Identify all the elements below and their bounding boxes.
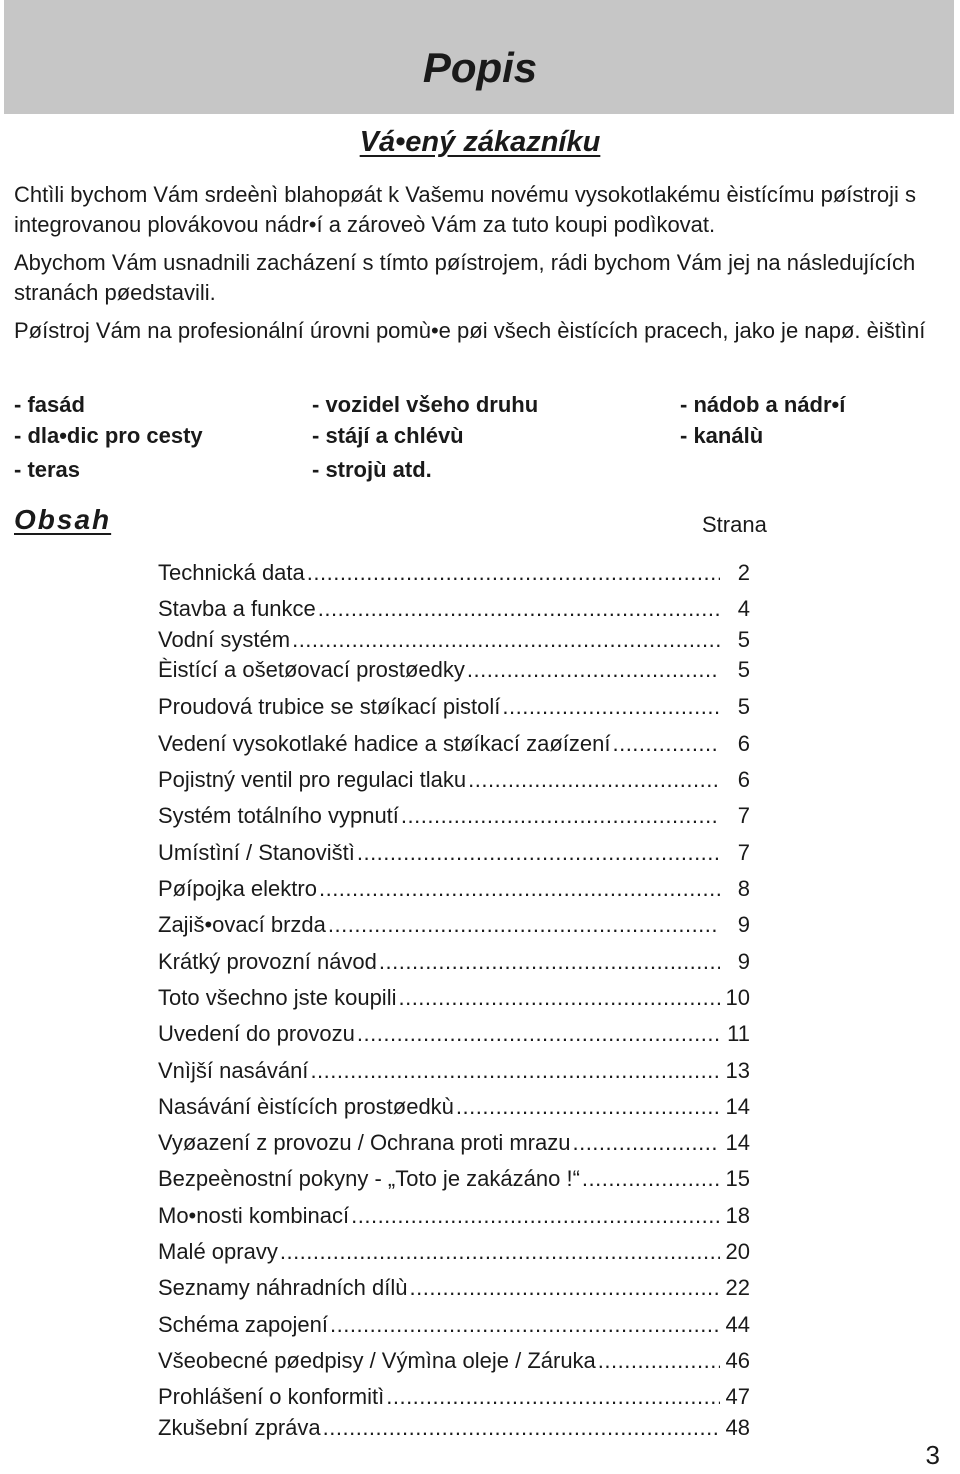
toc-entry: [158, 838, 750, 868]
toc-leader-dots: [357, 838, 720, 868]
toc-entry: [158, 1237, 750, 1267]
toc-entry: [158, 983, 750, 1013]
toc-entry-page: 15: [725, 1166, 750, 1191]
toc-entry: [158, 1382, 750, 1412]
toc-entry: [158, 1128, 750, 1158]
toc-leader-dots: [292, 625, 720, 655]
toc-leader-dots: [307, 558, 720, 588]
toc-entry: [158, 655, 750, 685]
toc-leader-dots: [456, 1092, 720, 1122]
toc-entry-page: 46: [725, 1348, 750, 1373]
toc-entry: [158, 947, 750, 977]
toc-leader-dots: [401, 801, 720, 831]
toc-entry-page: 5: [737, 627, 750, 652]
toc-entry-title: Èistící a ošetøovací prostøedky: [158, 657, 465, 682]
toc-entry-title: Technická data: [158, 560, 305, 585]
toc-entry-title: Vnìjší nasávání: [158, 1058, 309, 1083]
toc-leader-dots: [318, 594, 720, 624]
toc-leader-dots: [379, 947, 720, 977]
contents-heading: Obsah: [14, 504, 112, 535]
toc-entry: [158, 692, 750, 722]
toc-entry: [158, 801, 750, 831]
toc-entry: [158, 1019, 750, 1049]
toc-entry: [158, 558, 750, 588]
toc-entry: [158, 910, 750, 940]
toc-leader-dots: [328, 910, 720, 940]
toc-entry-title: Malé opravy: [158, 1239, 278, 1264]
toc-leader-dots: [502, 692, 720, 722]
use-item: - fasád: [14, 392, 85, 417]
toc-entry-title: Pojistný ventil pro regulaci tlaku: [158, 767, 467, 792]
toc-entry-title: Proudová trubice se støíkací pistolí: [158, 694, 501, 719]
toc-entry-page: 9: [737, 949, 750, 974]
use-item: - vozidel všeho druhu: [312, 392, 539, 417]
toc-entry-page: 20: [725, 1239, 750, 1264]
toc-entry-page: 5: [737, 694, 750, 719]
toc-entry-page: 9: [737, 912, 750, 937]
intro-text: Pøístroj Vám na profesionální úrovni pomù•e pøi všech èistících pracech, jako je napø. èištìní: [14, 318, 926, 343]
toc-entry-title: Toto všechno jste koupili: [158, 985, 397, 1010]
toc-entry-title: Vodní systém: [158, 627, 291, 652]
toc-entry-title: Pøípojka elektro: [158, 876, 317, 901]
toc-leader-dots: [310, 1056, 720, 1086]
toc-entry-title: Krátký provozní návod: [158, 949, 377, 974]
toc-entry: [158, 1413, 750, 1443]
toc-entry: [158, 625, 750, 655]
toc-entry-title: Uvedení do provozu: [158, 1021, 355, 1046]
toc-entry-title: Seznamy náhradních dílù: [158, 1275, 408, 1300]
toc-entry: [158, 1273, 750, 1303]
toc-entry: [158, 729, 750, 759]
toc-entry: [158, 1201, 750, 1231]
toc-leader-dots: [398, 983, 720, 1013]
toc-entry-title: Systém totálního vypnutí: [158, 803, 399, 828]
toc-entry-title: Vedení vysokotlaké hadice a støíkací zaøízení: [158, 731, 611, 756]
toc-entry-page: 14: [725, 1094, 750, 1119]
toc-entry-page: 2: [737, 560, 750, 585]
toc-entry-page: 8: [737, 876, 750, 901]
toc-entry-title: Bezpeènostní pokyny - „Toto je zakázáno !“: [158, 1166, 580, 1191]
toc-entry-page: 5: [737, 657, 750, 682]
intro-paragraph-3: [14, 316, 950, 346]
page-title: Popis: [422, 44, 538, 91]
toc-leader-dots: [280, 1237, 720, 1267]
toc-entry: [158, 765, 750, 795]
toc-entry-title: Mo•nosti kombinací: [158, 1203, 350, 1228]
toc-leader-dots: [612, 729, 720, 759]
use-item: - teras: [14, 457, 81, 482]
toc-entry: [158, 1310, 750, 1340]
toc-entry-page: 44: [725, 1312, 750, 1337]
toc-entry-title: Nasávání èistících prostøedkù: [158, 1094, 454, 1119]
toc-entry-title: Stavba a funkce: [158, 596, 316, 621]
toc-leader-dots: [598, 1346, 720, 1376]
toc-leader-dots: [572, 1128, 720, 1158]
page-column-label: Strana: [702, 512, 767, 537]
use-item: - stájí a chlévù: [312, 423, 464, 448]
toc-entry-page: 6: [737, 767, 750, 792]
use-item: - kanálù: [680, 423, 764, 448]
toc-entry: [158, 1346, 750, 1376]
intro-paragraph-2: [14, 248, 950, 308]
toc-entry-title: Schéma zapojení: [158, 1312, 328, 1337]
toc-entry-title: Vyøazení z provozu / Ochrana proti mrazu: [158, 1130, 571, 1155]
use-item: - dla•dic pro cesty: [14, 423, 203, 448]
toc-entry-page: 47: [725, 1384, 750, 1409]
toc-leader-dots: [319, 874, 720, 904]
toc-entry-page: 7: [737, 803, 750, 828]
toc-entry-page: 18: [725, 1203, 750, 1228]
toc-entry-page: 6: [737, 731, 750, 756]
toc-leader-dots: [582, 1164, 720, 1194]
toc-entry-page: 14: [725, 1130, 750, 1155]
toc-leader-dots: [467, 655, 720, 685]
toc-entry-title: Zkušební zpráva: [158, 1415, 321, 1440]
toc-entry-page: 48: [725, 1415, 750, 1440]
use-item: - strojù atd.: [312, 457, 432, 482]
toc-entry-page: 10: [725, 985, 750, 1010]
toc-entry: [158, 1164, 750, 1194]
toc-entry-title: Prohlášení o konformitì: [158, 1384, 385, 1409]
toc-leader-dots: [386, 1382, 720, 1412]
toc-entry-page: 4: [737, 596, 750, 621]
intro-text: Abychom Vám usnadnili zacházení s tímto pøístrojem, rádi bychom Vám jej na následujících stranách pøedstavili.: [14, 250, 916, 305]
toc-entry-page: 7: [737, 840, 750, 865]
toc-leader-dots: [410, 1273, 721, 1303]
toc-leader-dots: [323, 1413, 720, 1443]
toc-entry-title: Umístìní / Stanovištì: [158, 840, 355, 865]
page-number: 3: [925, 1440, 940, 1470]
toc-entry-title: Všeobecné pøedpisy / Výmìna oleje / Záruka: [158, 1348, 596, 1373]
use-item: - nádob a nádr•í: [680, 392, 846, 417]
toc-leader-dots: [357, 1019, 720, 1049]
toc-entry: [158, 1092, 750, 1122]
intro-text: Chtìli bychom Vám srdeènì blahopøát k Vašemu novému vysokotlakému èistícímu pøístroji s integrovanou plovákovou nádr•í a zároveò Vám za tuto koupi podìkovat.: [14, 182, 916, 237]
toc-leader-dots: [351, 1201, 720, 1231]
toc-entry: [158, 594, 750, 624]
toc-entry-title: Zajiš•ovací brzda: [158, 912, 326, 937]
toc-leader-dots: [468, 765, 720, 795]
toc-leader-dots: [330, 1310, 720, 1340]
intro-paragraph-1: [14, 180, 950, 240]
toc-entry: [158, 874, 750, 904]
toc-entry: [158, 1056, 750, 1086]
toc-entry-page: 22: [725, 1275, 750, 1300]
toc-entry-page: 13: [725, 1058, 750, 1083]
salutation-heading: Vá•ený zákazníku: [359, 126, 601, 158]
toc-entry-page: 11: [727, 1021, 750, 1046]
